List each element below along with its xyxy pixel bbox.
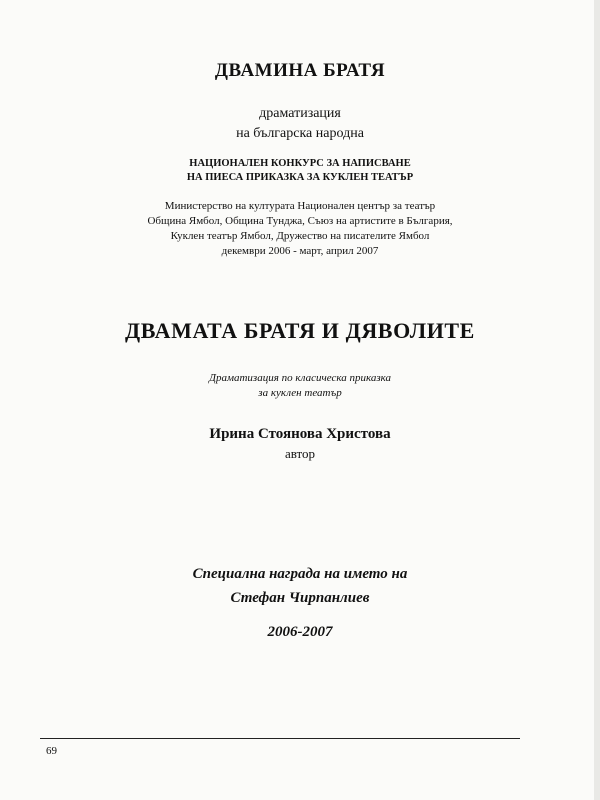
award-line-2: Стефан Чирпанлиев — [230, 590, 370, 606]
award-line-1: Специална награда на името на — [192, 566, 408, 582]
page-number: 69 — [46, 745, 57, 757]
play-description-line-2: за куклен театър — [258, 387, 342, 399]
play-description-line-1: Драматизация по класическа приказка — [208, 372, 392, 384]
award-years: 2006-2007 — [267, 624, 333, 640]
organizers-line-3: Куклен театър Ямбол, Дружество на писателите Ямбол — [170, 230, 430, 242]
section-subtitle-line-1: драматизация — [259, 106, 341, 121]
author-name: Ирина Стоянова Христова — [209, 426, 391, 442]
competition-line-1: НАЦИОНАЛЕН КОНКУРС ЗА НАПИСВАНЕ — [189, 158, 411, 169]
author-role: автор — [284, 446, 316, 461]
section-title: ДВАМИНА БРАТЯ — [214, 60, 386, 81]
footer-divider — [40, 738, 520, 739]
organizers-line-1: Министерство на културата Национален център за театър — [164, 200, 436, 212]
play-title: ДВАМАТА БРАТЯ И ДЯВОЛИТЕ — [125, 318, 475, 343]
organizers-dates: декември 2006 - март, април 2007 — [221, 245, 379, 257]
organizers-line-2: Община Ямбол, Община Тунджа, Съюз на артистите в България, — [147, 215, 453, 227]
competition-line-2: НА ПИЕСА ПРИКАЗКА ЗА КУКЛЕН ТЕАТЪР — [186, 172, 414, 183]
section-subtitle-line-2: на българска народна — [236, 126, 364, 141]
